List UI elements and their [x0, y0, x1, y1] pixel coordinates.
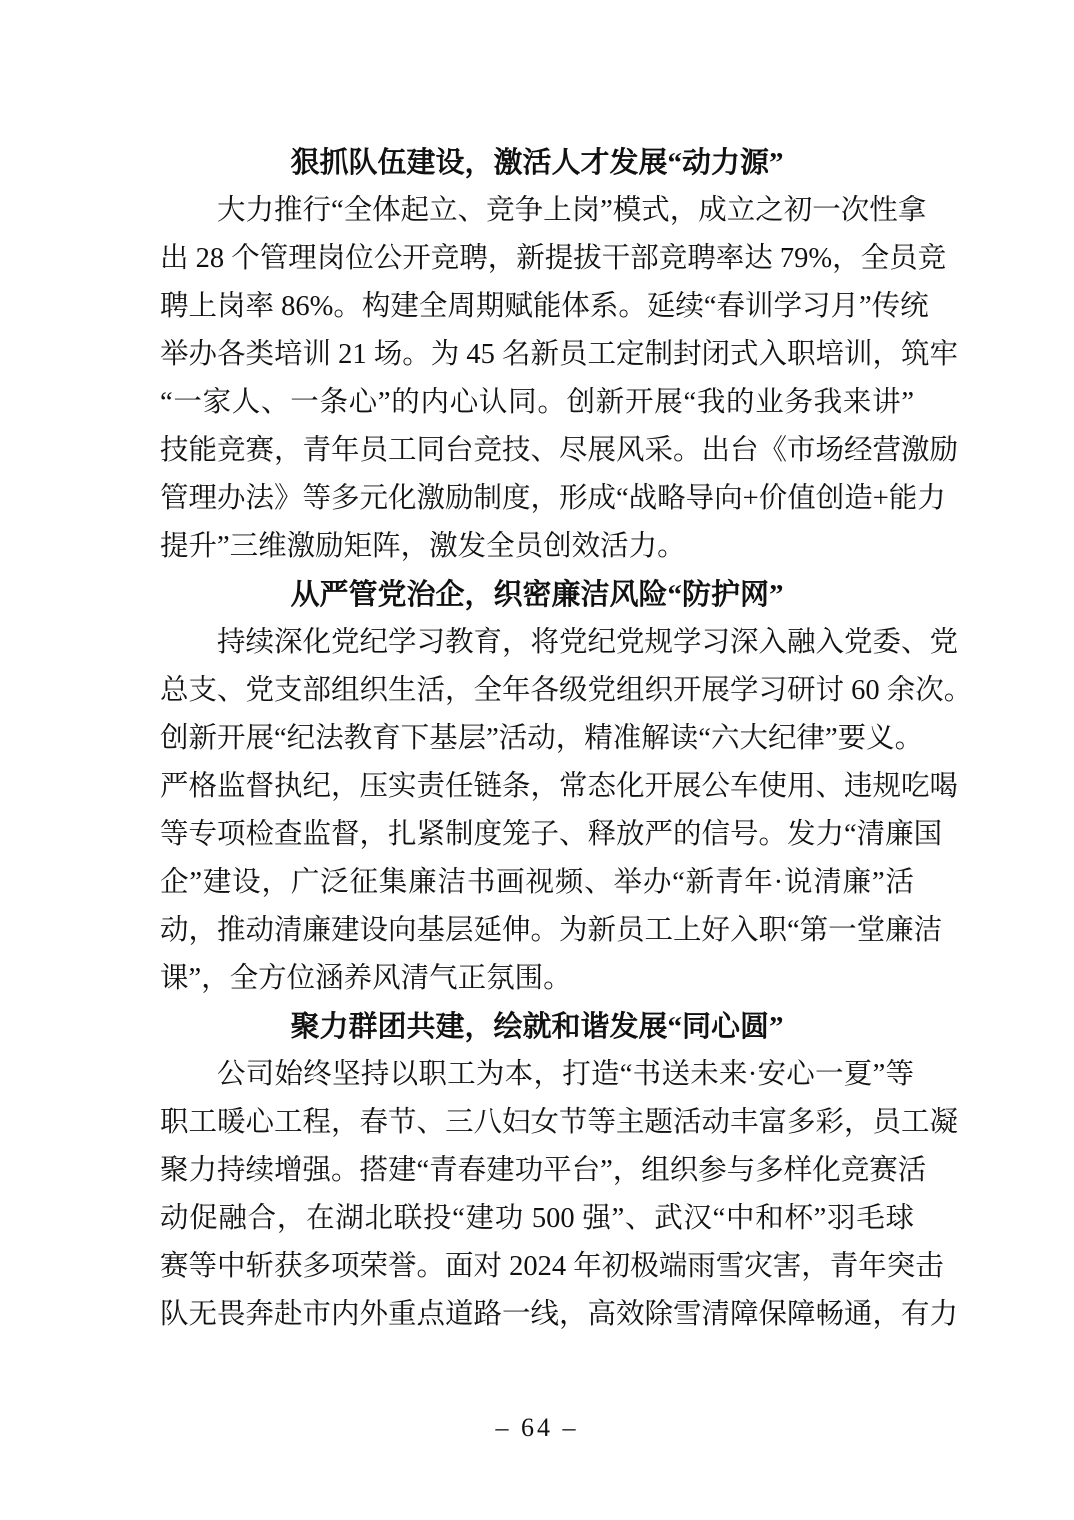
section-heading: 从严管党治企，织密廉洁风险“防护网”	[290, 579, 784, 611]
paragraph-line: 持续深化党纪学习教育，将党纪党规学习深入融入党委、党	[217, 627, 959, 658]
paragraph-line: 队无畏奔赴市内外重点道路一线，高效除雪清障保障畅通，有力	[160, 1299, 959, 1330]
paragraph-line: 课”，全方位涵养风清气正氛围。	[160, 963, 572, 994]
paragraph-line: 创新开展“纪法教育下基层”活动，精准解读“六大纪律”要义。	[160, 723, 924, 754]
page-number: – 64 –	[495, 1413, 579, 1442]
paragraph-line: 公司始终坚持以职工为本，打造“书送未来·安心一夏”等	[217, 1059, 914, 1090]
paragraph-line: 动促融合，在湖北联投“建功 500 强”、武汉“中和杯”羽毛球	[160, 1203, 914, 1234]
page-footer	[0, 1404, 1074, 1452]
paragraph-line: 动，推动清廉建设向基层延伸。为新员工上好入职“第一堂廉洁	[160, 915, 943, 946]
paragraph-line: 职工暖心工程，春节、三八妇女节等主题活动丰富多彩，员工凝	[160, 1107, 959, 1138]
paragraph-line: 总支、党支部组织生活，全年各级党组织开展学习研讨 60 余次。	[160, 675, 973, 706]
paragraph-line: 提升”三维激励矩阵，激发全员创效活力。	[160, 531, 686, 562]
paragraph-line: 技能竞赛，青年员工同台竞技、尽展风采。出台《市场经营激励	[160, 435, 959, 466]
paragraph-line: 举办各类培训 21 场。为 45 名新员工定制封闭式入职培训，筑牢	[160, 339, 959, 370]
paragraph-line: 严格监督执纪，压实责任链条，常态化开展公车使用、违规吃喝	[160, 771, 959, 802]
paragraph-line: 管理办法》等多元化激励制度，形成“战略导向+价值创造+能力	[160, 483, 946, 514]
paragraph-line: 聘上岗率 86%。构建全周期赋能体系。延续“春训学习月”传统	[160, 291, 929, 322]
section-heading: 聚力群团共建，绘就和谐发展“同心圆”	[290, 1011, 784, 1043]
paragraph-line: 大力推行“全体起立、竞争上岗”模式，成立之初一次性拿	[217, 195, 927, 226]
paragraph-line: 聚力持续增强。搭建“青春建功平台”，组织参与多样化竞赛活	[160, 1155, 927, 1186]
paragraph-line: 赛等中斩获多项荣誉。面对 2024 年初极端雨雪灾害，青年突击	[160, 1251, 944, 1282]
paragraph-line: “一家人、一条心”的内心认同。创新开展“我的业务我来讲”	[160, 387, 914, 418]
paragraph-line: 等专项检查监督，扎紧制度笼子、释放严的信号。发力“清廉国	[160, 819, 943, 850]
document-body	[160, 139, 973, 1339]
paragraph-line: 出 28 个管理岗位公开竞聘，新提拔干部竞聘率达 79%，全员竞	[160, 243, 947, 274]
section-heading: 狠抓队伍建设，激活人才发展“动力源”	[290, 147, 784, 179]
paragraph-line: 企”建设，广泛征集廉洁书画视频、举办“新青年·说清廉”活	[160, 867, 914, 898]
